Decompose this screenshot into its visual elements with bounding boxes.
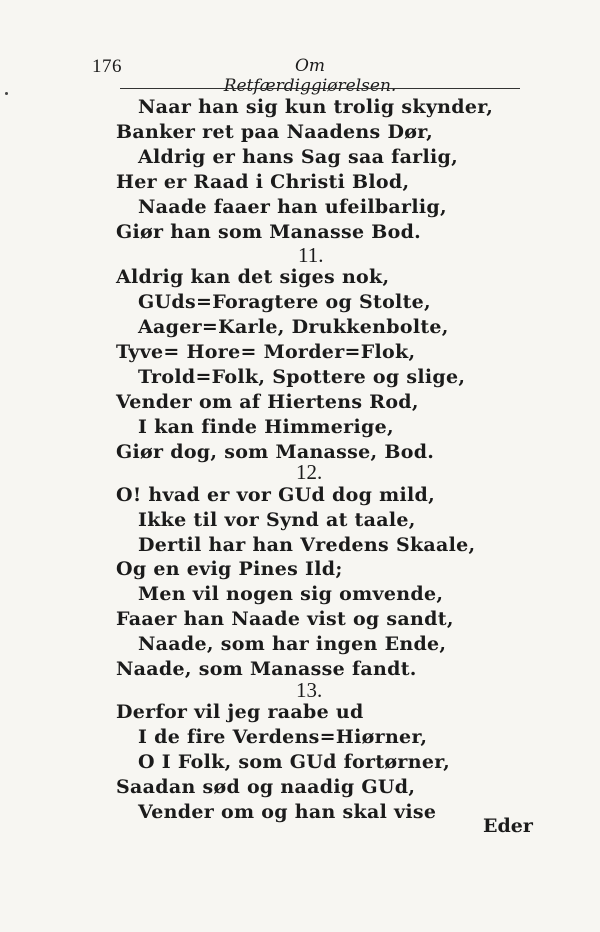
verse-line: Banker ret paa Naadens Dør,: [116, 121, 434, 143]
header-rule: [120, 88, 520, 89]
verse-line: Naade faaer han ufeilbarlig,: [138, 196, 447, 218]
verse-line: Her er Raad i Christi Blod,: [116, 171, 410, 193]
verse-line: Aldrig er hans Sag saa farlig,: [138, 146, 459, 168]
verse-line: Men vil nogen sig omvende,: [138, 583, 444, 605]
verse-line: Ikke til vor Synd at taale,: [138, 509, 416, 531]
stanza-number: 12.: [296, 460, 323, 484]
verse-line: I kan finde Himmerige,: [138, 416, 394, 438]
verse-line: Derfor vil jeg raabe ud: [116, 701, 364, 723]
verse-line: Tyve= Hore= Morder=Flok,: [116, 341, 416, 363]
verse-line: O! hvad er vor GUd dog mild,: [116, 484, 436, 506]
verse-line: Trold=Folk, Spottere og slige,: [138, 366, 466, 388]
verse-line: Aldrig kan det siges nok,: [116, 266, 390, 288]
verse-line: Naar han sig kun trolig skynder,: [138, 96, 494, 118]
verse-line: Dertil har han Vredens Skaale,: [138, 534, 476, 556]
verse-line: Naade, som Manasse fandt.: [116, 658, 417, 680]
verse-line: Giør dog, som Manasse, Bod.: [116, 441, 435, 463]
verse-line: Vender om af Hiertens Rod,: [116, 391, 419, 413]
stanza-number: 11.: [298, 243, 324, 267]
ink-speck: [5, 92, 8, 95]
verse-line: GUds=Foragtere og Stolte,: [138, 291, 431, 313]
verse-line: Vender om og han skal vise: [138, 801, 437, 823]
catchword: Eder: [483, 815, 533, 837]
verse-line: Saadan sød og naadig GUd,: [116, 776, 416, 798]
verse-line: O I Folk, som GUd fortørner,: [138, 751, 451, 773]
verse-line: Faaer han Naade vist og sandt,: [116, 608, 454, 630]
verse-line: I de fire Verdens=Hiørner,: [138, 726, 428, 748]
page-number: 176: [92, 56, 122, 77]
verse-line: Naade, som har ingen Ende,: [138, 633, 447, 655]
verse-line: Og en evig Pines Ild;: [116, 558, 343, 580]
verse-line: Giør han som Manasse Bod.: [116, 221, 422, 243]
running-title: Om Retfærdiggiørelsen.: [223, 56, 397, 96]
stanza-number: 13.: [296, 678, 323, 702]
verse-line: Aager=Karle, Drukkenbolte,: [138, 316, 449, 338]
